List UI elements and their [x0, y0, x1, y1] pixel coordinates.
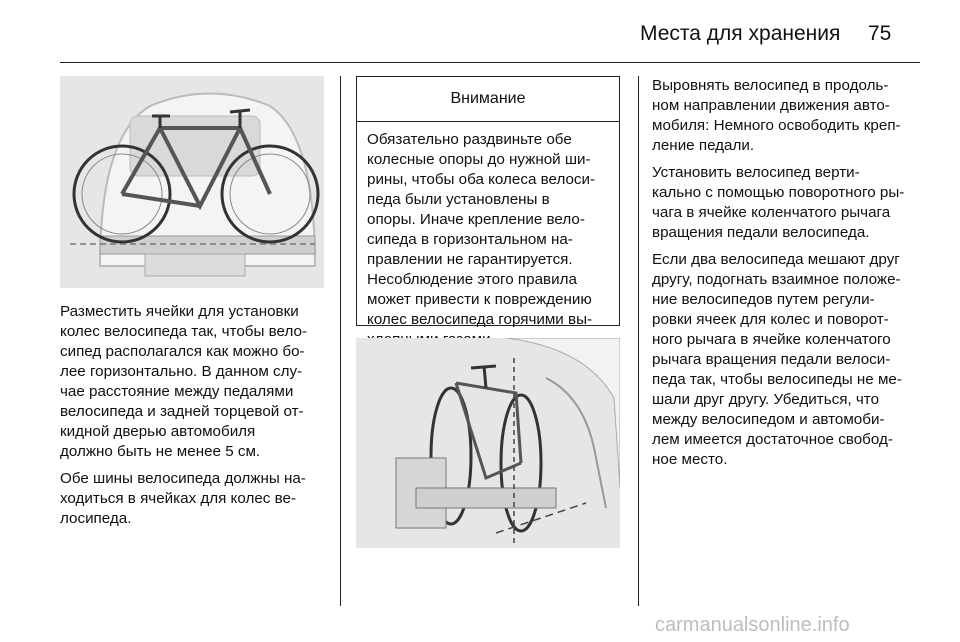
warning-title: Внимание [357, 77, 619, 122]
right-column-text [652, 76, 924, 477]
left-paragraph-2: Обе шины велосипеда должны на- ходиться в ячейках для колес ве- лосипеда. [60, 470, 306, 527]
warning-text: Обязательно раздвиньте обе колесные опоры до нужной ши- рины, чтобы оба колеса велоси- педа были установлены в опоры. Иначе крепление вело- сипеда в горизонтальном на- правлении не гарантируется. Несоблюдение этого правила может привести к повреждению колес велосипеда горячими вы- [367, 131, 596, 328]
page-header-title: Места для хранения [640, 22, 841, 45]
column-divider-left [340, 76, 341, 606]
bike-carrier-rear-illustration [356, 338, 620, 548]
warning-box [356, 76, 620, 326]
header-divider [60, 62, 920, 63]
right-paragraph-2: Установить велосипед верти- кально с помощью поворотного ры- чага в ячейке коленчатого рычага вращения педали велосипеда. [652, 164, 905, 241]
left-paragraph-1: Разместить ячейки для установки колес велосипеда так, чтобы вело- сипед располагался как можно бо- лее горизонтально. В данном слу- чае расстояние между педалями велосипеда и задней торцевой от- кидной дверью автомобиля должно быть не менее 5 см. [60, 303, 307, 460]
column-divider-right [638, 76, 639, 606]
right-paragraph-3: Если два велосипеда мешают друг другу, подогнать взаимное положе- ние велосипедов путем регули- ровки ячеек для колес и поворот- ного рычага в ячейке коленчатого рычага вращения педали велоси- педа так, чтобы велосипеды не ме- шали друг другу. Убедиться, что между велосипедом и автомоби- лем имеется достаточное свобод- ное место. [652, 251, 902, 468]
watermark: carmanualsonline.info [655, 614, 850, 636]
page-number: 75 [868, 22, 892, 45]
left-column-text [60, 302, 334, 536]
bike-carrier-side-illustration [60, 76, 324, 288]
right-paragraph-1: Выровнять велосипед в продоль- ном направлении движения авто- мобиля: Немного освободить креп- ление педали. [652, 77, 901, 154]
